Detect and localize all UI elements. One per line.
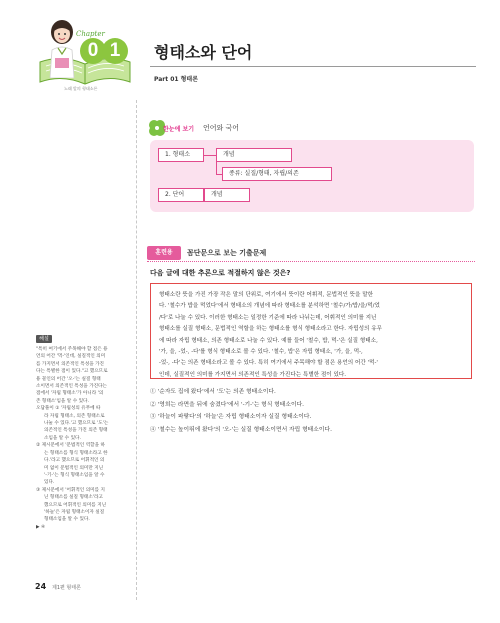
explanation-tag: 해설	[36, 335, 52, 343]
answer-choice-4[interactable]: ④ '철수는 높이뛰에 왔다'의 '오-'는 실질 형태소이면서 자립 형태소이다.	[150, 426, 332, 433]
passage-line: 에 따라 자립 형태소, 의존 형태소로 나눌 수 있다. 예를 들어 '철수, 밥, 먹-'은 실질 형태소,	[159, 337, 378, 344]
explanation-line: 닌 형태소를 실질 형태소'라고	[44, 495, 103, 501]
connector-line	[204, 155, 216, 156]
question-prompt: 다음 글에 대한 추론으로 적절하지 않은 것은?	[150, 269, 291, 277]
explanation-answer: ▶ ④	[36, 524, 46, 530]
passage-line: 다. '철수가 밥을 먹었다'에서 형태소의 개념에 따라 형태소를 분석하면 '철수/가/밥/을/먹/었	[159, 303, 380, 310]
explanation-line: 용 꼴인의 어간 '오-'는 실질 형태	[36, 376, 101, 382]
section-rule	[147, 261, 475, 262]
explanation-line: ② 제시문에서 '문법적인 역할을 하	[36, 443, 105, 449]
concept-title: 언어와 국어	[203, 124, 240, 132]
passage-box	[150, 283, 472, 379]
explanation-line: 오답풀이 ① '자립성의 유무에 따	[36, 406, 101, 412]
explanation-column	[36, 346, 132, 531]
explanation-line: 라 자립 형태소, 의존 형태소로	[44, 413, 105, 419]
explanation-line: 는 형태소를 형식 형태소라고 한	[44, 450, 108, 456]
explanation-line: 형태소임을 알 수 있다.	[44, 517, 90, 523]
title-divider	[150, 66, 476, 67]
chapter-digit-1: 0	[80, 38, 106, 64]
explanation-line: 점에서 '자립 형태소'가 아니라 '의	[36, 391, 104, 397]
answer-choice-2[interactable]: ② '영희는 라면을 뒤에 숨겼다'에서 '-기-'는 형식 형태소이다.	[150, 401, 305, 408]
explanation-line: 의존적인 특성을 가진 의존 형태	[44, 428, 108, 434]
explanation-line: 를 가지면서 의존적인 특성을 가진	[36, 361, 104, 367]
passage-line: /다'로 나눌 수 있다. 이러한 형태소는 일정한 기준에 따라 나뉘는데, 어휘적인 의미를 지닌	[159, 314, 377, 321]
answer-choice-1[interactable]: ① '순자도 집에 왔다'에서 '도'는 의존 형태소이다.	[150, 389, 276, 395]
concept-item-word: 2. 단어	[158, 188, 204, 202]
concept-tag: 한눈에 보기	[163, 126, 195, 133]
passage-line: '가, 을, -었-, -다'를 형식 형태소로 볼 수 있다. '철수, 밥'은 자립 형태소, '가, 을, 먹-,	[159, 349, 363, 356]
part-label: Part 01 형태론	[154, 76, 199, 83]
chapter-word: Chapter	[76, 30, 105, 38]
page-number: 24	[35, 582, 47, 591]
section-bar	[147, 246, 475, 260]
passage-line: 형태소를 실질 형태소, 문법적인 역할을 하는 형태소를 형식 형태소라고 한다. 자립성의 유무	[159, 326, 383, 333]
explanation-line: 소이면서 의존적인 특성을 가진다는	[36, 384, 107, 390]
concept-item-morpheme: 1. 형태소	[158, 148, 204, 162]
explanation-line: '하늘'은 자립 형태소이자 실질	[44, 509, 105, 515]
answer-choices	[150, 386, 472, 436]
explanation-line: 언의 어간 '먹-'인데, 실질적인 의미	[36, 354, 106, 360]
chapter-subcaption: 노래 앞의 형태소론	[64, 86, 98, 91]
concept-child-types: 종류: 실질/형태, 자립/의존	[222, 167, 332, 181]
concept-header	[147, 118, 477, 140]
page-title: 형태소와 단어	[154, 43, 253, 62]
passage-line: -었-, -다'는 의존 형태소라고 볼 수 있다. 특히 여기에서 주목해야 할 점은 용언의 어간 '먹-'	[159, 360, 378, 367]
section-label: 꼼단문으로 보는 기출문제	[187, 249, 267, 257]
explanation-line: 소임을 알 수 있다.	[44, 435, 81, 441]
explanation-line: ③ 제시문에서 '어휘적인 의미를 지	[36, 487, 105, 493]
passage-line: 인데, 실질적인 의미를 가지면서 의존적인 특성을 가진다는 특별한 점이 있다.	[159, 371, 347, 378]
explanation-line: "특히 여기에서 주목해야 할 점은 용	[36, 347, 108, 352]
concept-child-definition: 개념	[204, 188, 250, 202]
answer-choice-3[interactable]: ③ '하늘이 파랗다'의 '하늘'은 자립 형태소이자 실질 형태소이다.	[150, 414, 312, 421]
passage-line: 형태소란 뜻을 가진 가장 작은 말의 단위로, 여기에서 뜻이란 어휘적, 문법적인 뜻을 말한	[159, 292, 374, 298]
chapter-digit-2: 1	[102, 38, 128, 64]
column-divider	[136, 100, 137, 600]
explanation-line: 존 형태소'임을 알 수 있다.	[36, 398, 89, 404]
footer-part-name: 제1편 형태론	[52, 585, 81, 591]
explanation-line: 있다.	[44, 480, 55, 486]
explanation-line: 다.'라고 했으므로 어휘적인 의	[44, 458, 105, 464]
section-badge: 훈련용	[147, 246, 181, 260]
concept-diagram	[150, 140, 474, 212]
explanation-line: 나눌 수 있다.'고 했으므로 '도'는	[44, 421, 109, 427]
chapter-header	[0, 0, 500, 100]
explanation-line: 했으므로 어휘적인 의미를 지닌	[44, 502, 107, 508]
concept-child-definition: 개념	[216, 148, 292, 162]
explanation-line: '-기-'는 형식 형태소임을 알 수	[44, 472, 105, 478]
explanation-line: 다는 특별한 점이 있다."고 했으므로	[36, 369, 108, 375]
explanation-line: 미 없이 문법적인 의미만 지닌	[44, 465, 104, 471]
student-girl-icon	[44, 18, 80, 78]
